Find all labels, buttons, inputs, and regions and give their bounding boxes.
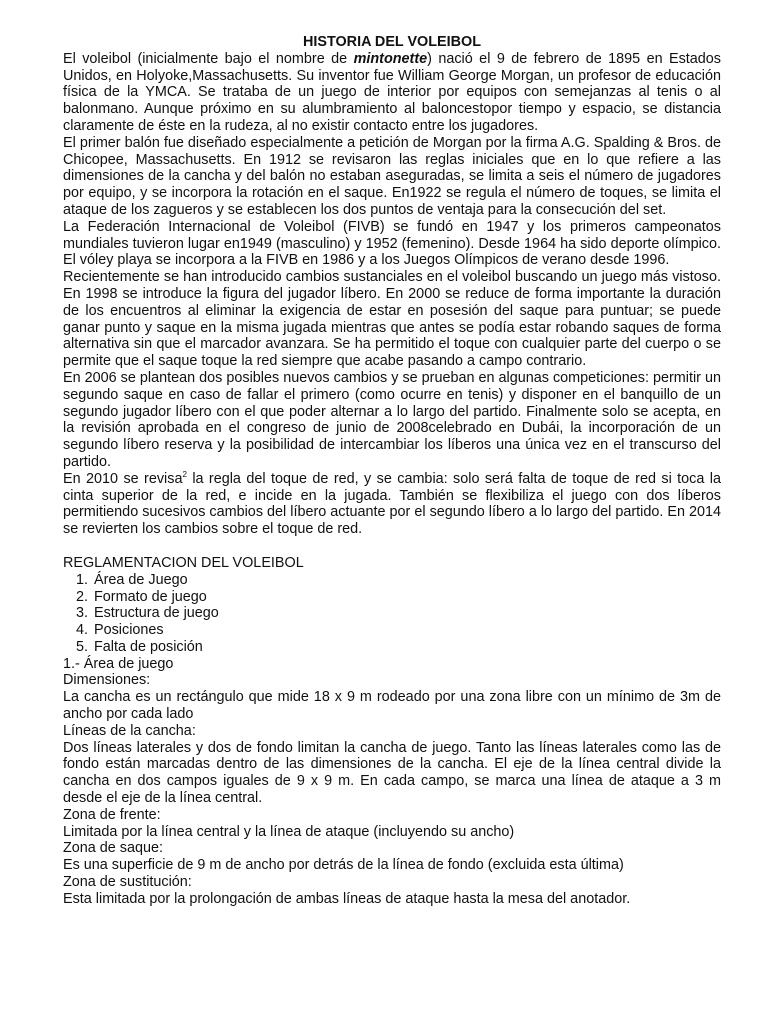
label-zona-saque: Zona de saque: [63, 840, 164, 857]
subheading-area-juego: 1.- Área de juego [63, 655, 174, 672]
label-zona-sustitucion: Zona de sustitución: [63, 874, 192, 891]
text-lineas: Dos líneas laterales y dos de fondo limitan la cancha de juego. Tanto las líneas laterales como las de fondo están marcadas dentro de las dimensiones de la cancha. El eje de la línea central divide la cancha en dos campos iguales de 9 x 9 m. En cada campo, se marca una línea de ataque a 3 m desde el eje de la línea central. [63, 739, 721, 807]
list-item: 3. Estructura de juego [92, 605, 721, 622]
list-item: 4. Posiciones [92, 622, 721, 639]
intro-text-start: El voleibol (inicialmente bajo el nombre de [63, 50, 354, 67]
document-title: HISTORIA DEL VOLEIBOL [302, 34, 482, 50]
list-item: 1. Área de Juego [92, 572, 721, 589]
section-title-reglamentacion: REGLAMENTACION DEL VOLEIBOL [63, 554, 304, 571]
p6-text-start: En 2010 se revisa [63, 470, 183, 487]
paragraph-recent-changes: Recientemente se han introducido cambios sustanciales en el voleibol buscando un juego más vistoso. En 1998 se introduce la figura del jugador líbero. En 2000 se reduce de forma importante la duración de los encuentros al eliminar la exigencia de estar en posesión del saque para puntuar; se puede ganar punto y saque en la misma jugada mientras que antes se podía estar robando saques de forma alternativa sin que el marcador avanzara. Se ha permitido el toque con cualquier parte del cuerpo o se permite que el saque toque la red siempre que acabe pasando a campo contrario. [63, 269, 721, 370]
section-gap [63, 538, 721, 555]
rules-list [63, 572, 721, 656]
document-page [63, 34, 721, 908]
text-zona-frente: Limitada por la línea central y la línea de ataque (incluyendo su ancho) [63, 823, 515, 840]
list-item: 2. Formato de juego [92, 589, 721, 606]
paragraph-fivb: La Federación Internacional de Voleibol (FIVB) se fundó en 1947 y los primeros campeonatos mundiales tuvieron lugar en1949 (masculino) y 1952 (femenino). Desde 1964 ha sido deporte olímpico. El vóley playa se incorpora a la FIVB en 1986 y a los Juegos Olímpicos de verano desde 1996. [63, 218, 721, 269]
paragraph-first-ball: El primer balón fue diseñado especialmente a petición de Morgan por la firma A.G. Spalding & Bros. de Chicopee, Massachusetts. En 1912 se revisaron las reglas iniciales que en lo que refiere a las dimensiones de la cancha y del balón no estaban aseguradas, se limita a seis el número de jugadores por equipo, y se incorpora la rotación en el saque. En1922 se regula el número de toques, se limita el ataque de los zagueros y se establecen los dos puntos de ventaja para la consecución del set. [63, 134, 721, 218]
label-dimensiones: Dimensiones: [63, 672, 151, 689]
intro-paragraph [63, 51, 721, 135]
text-zona-saque: Es una superficie de 9 m de ancho por detrás de la línea de fondo (excluida esta última) [63, 857, 624, 874]
text-dimensiones: La cancha es un rectángulo que mide 18 x 9 m rodeado por una zona libre con un mínimo de 3m de ancho por cada lado [63, 689, 721, 723]
mintonette-term: mintonette [353, 50, 428, 67]
text-zona-sustitucion: Esta limitada por la prolongación de ambas líneas de ataque hasta la mesa del anotador. [63, 890, 631, 907]
paragraph-2010-changes [63, 471, 721, 538]
p6-text-end: la regla del toque de red, y se cambia: solo será falta de toque de red si toca la cinta superior de la red, e incide en la jugada. También se flexibiliza el juego con dos líberos permitiendo sucesivos cambios del líbero actuante por el segundo líbero a lo largo del partido. En 2014 se revierten los cambios sobre el toque de red. [63, 470, 721, 538]
paragraph-2006-changes: En 2006 se plantean dos posibles nuevos cambios y se prueban en algunas competiciones: permitir un segundo saque en caso de fallar el primero (como ocurre en tenis) y disponer en el banquillo de un segundo jugador líbero con el que poder alternar a lo largo del partido. Finalmente solo se acepta, en la revisión aprobada en el congreso de junio de 2008celebrado en Dubái, la incorporación de un segundo líbero reserva y la posibilidad de intercambiar los líberos una única vez en el transcurso del partido. [63, 369, 721, 470]
label-zona-frente: Zona de frente: [63, 806, 161, 823]
label-lineas: Líneas de la cancha: [63, 722, 196, 739]
intro-text-end: ) nació el 9 de febrero de 1895 en Estados Unidos, en Holyoke,Massachusetts. Su inventor fue William George Morgan, un profesor de educación física de la YMCA. Se trataba de un juego de interior por equipos con semejanzas al tenis o al balonmano. Aunque próximo en su alumbramiento al baloncestopor tiempo y espacio, se distancia claramente de éste en la rudeza, al no existir contacto entre los jugadores. [63, 50, 721, 134]
list-item: 5. Falta de posición [92, 639, 721, 656]
footnote-ref: 2 [182, 469, 187, 479]
